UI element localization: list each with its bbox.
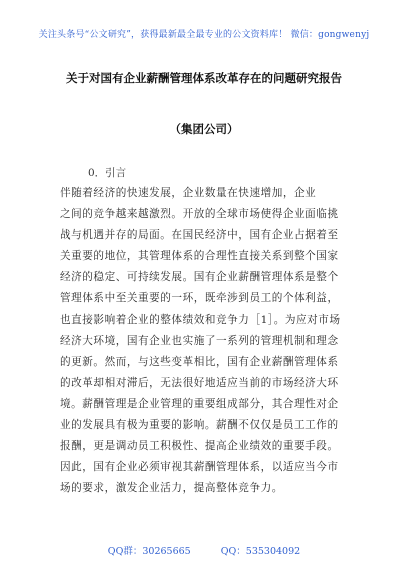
text-line: 经济大环境，国有企业也实施了一系列的管理机制和理念 [60,334,339,347]
text-line: 伴随着经济的快速发展，企业数量在快速增加，企业 [60,187,317,199]
text-line: 也直接影响着企业的整体绩效和竞争力［1］。为应对市场 [60,313,341,326]
text-line: 的更新。然而，与这些变革相比，国有企业薪酬管理体系 [60,355,339,368]
footer-qq: QQ：535304092 [220,546,301,557]
section-heading: 0．引言 [88,167,127,179]
text-line: 战与机遇并存的局面。在国民经济中，国有企业占据着至 [60,229,339,242]
text-line: 经济的稳定、可持续发展。国有企业薪酬管理体系是整个 [60,271,339,284]
text-line: 管理体系中至关重要的一环，既牵涉到员工的个体利益， [60,292,339,305]
header-promo-note: 关注头条号“公文研究”，获得最新最全最专业的公文资料库！ 微信：gongwenyj [38,30,370,40]
text-line: 场的要求，激发企业活力，提高整体竞争力。 [60,482,283,495]
text-line: 境。薪酬管理是企业管理的重要组成部分，其合理性对企 [60,397,339,410]
document-title: 关于对国有企业薪酬管理体系改革存在的问题研究报告 [66,71,342,85]
text-line: 之间的竞争越来越激烈。开放的全球市场使得企业面临挑 [60,208,339,221]
text-line: 业的发展具有极为重要的影响。薪酬不仅仅是员工工作的 [60,419,339,432]
text-line: 的改革却相对滞后，无法很好地适应当前的市场经济大环 [60,376,339,389]
text-line: 关重要的地位，其管理体系的合理性直接关系到整个国家 [60,250,339,263]
document-subtitle: （集团公司） [169,122,239,136]
text-line: 因此，国有企业必须审视其薪酬管理体系，以适应当今市 [60,461,339,474]
body-paragraph [60,183,360,499]
text-line: 报酬，更是调动员工积极性、提高企业绩效的重要手段。 [60,440,339,453]
footer-qq-group: QQ群：30265665 [107,546,191,557]
footer-contact [0,543,408,557]
